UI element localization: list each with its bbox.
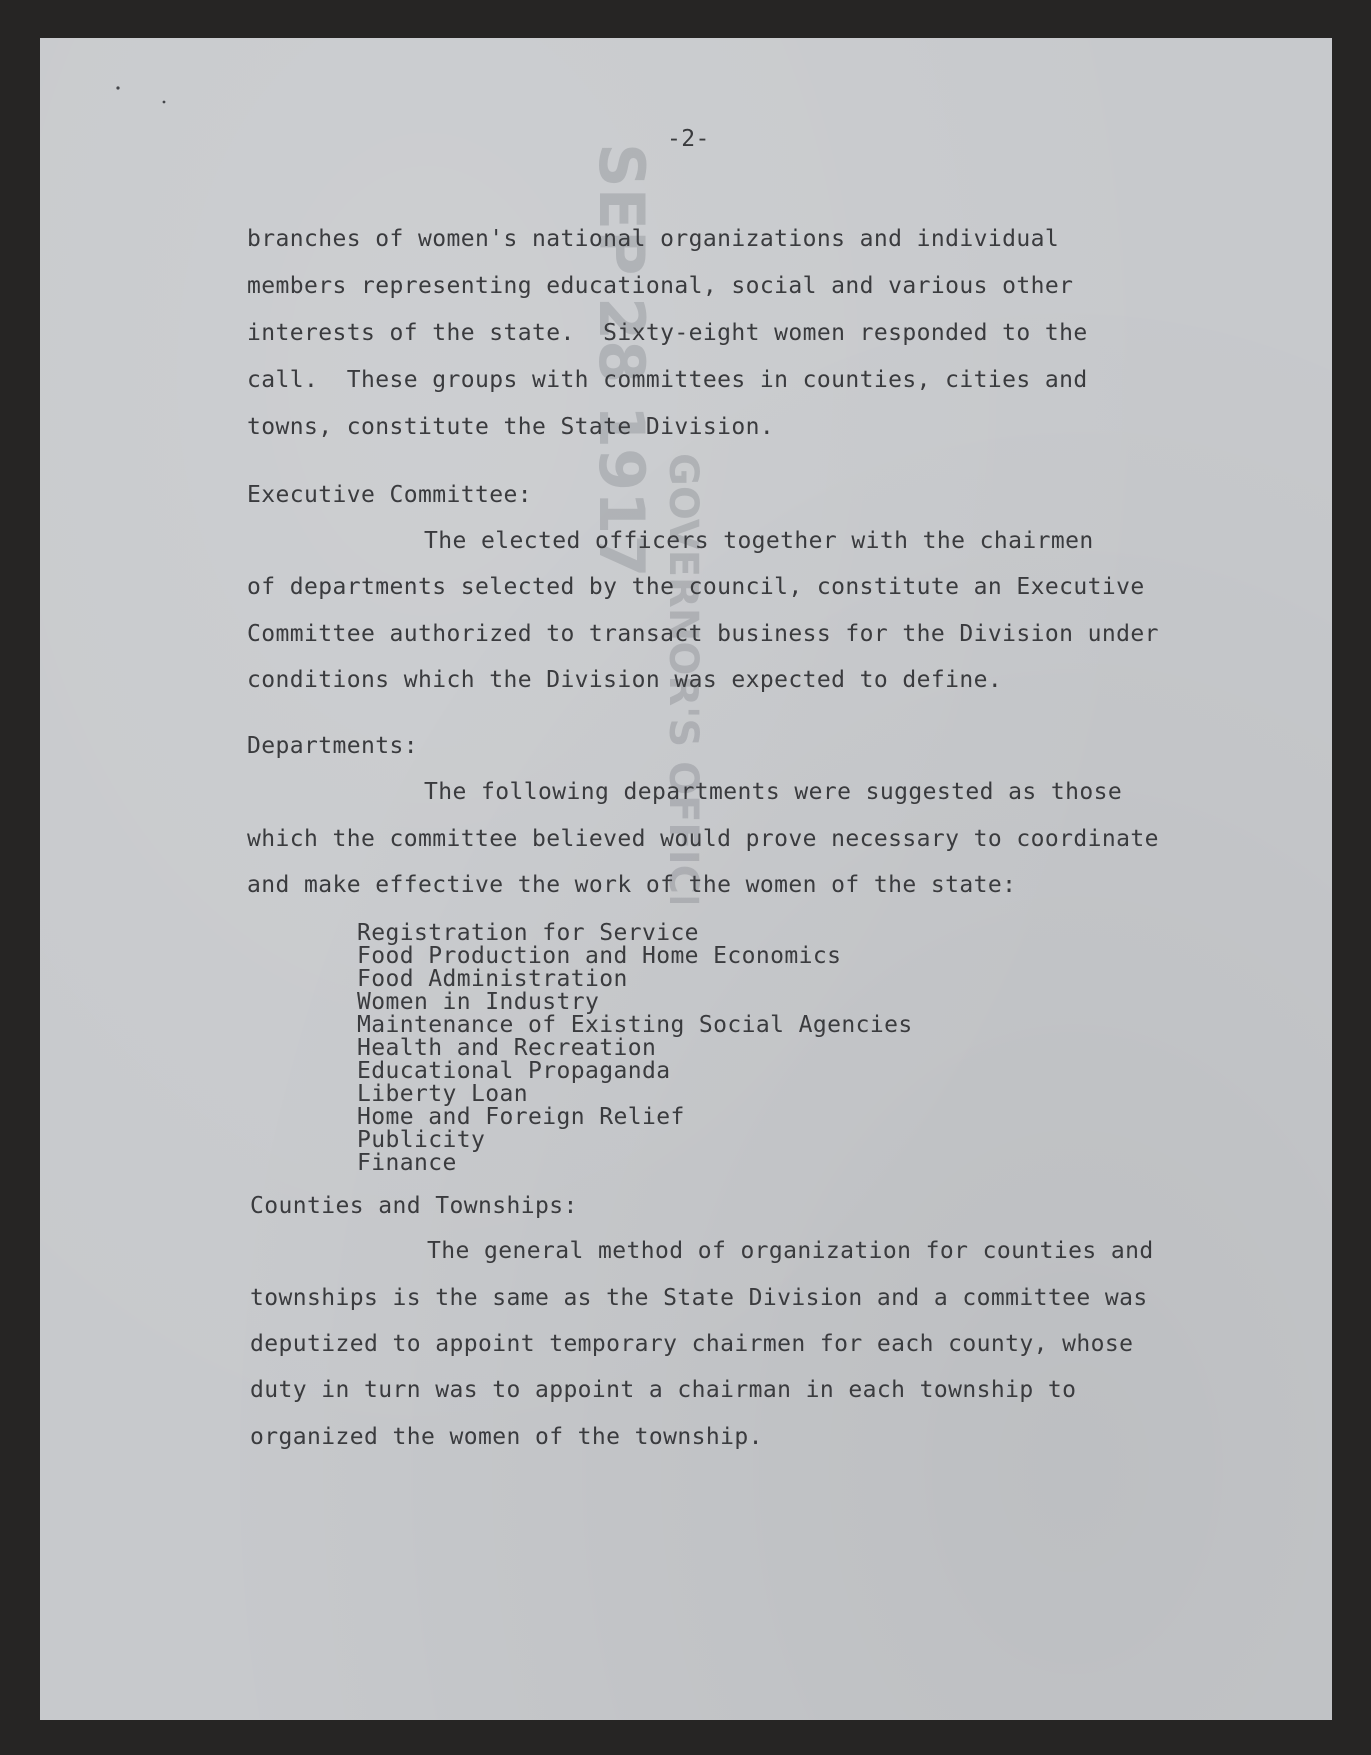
paragraph-line: of departments selected by the council, constitute an Executive — [247, 574, 1145, 600]
department-list-item: Registration for Service — [357, 920, 699, 946]
paragraph-line: The elected officers together with the chairmen — [424, 528, 1094, 554]
department-list-item: Health and Recreation — [357, 1035, 657, 1061]
document-page — [40, 38, 1332, 1720]
department-list-item: Publicity — [357, 1127, 486, 1153]
department-list-item: Food Administration — [357, 966, 628, 992]
paragraph-line: branches of women's national organizations and individual — [247, 226, 1060, 252]
paragraph-line: interests of the state. Sixty-eight women responded to the — [247, 320, 1088, 346]
department-list-item: Women in Industry — [357, 989, 600, 1015]
department-list-item: Finance — [357, 1150, 457, 1176]
department-list-item: Home and Foreign Relief — [357, 1104, 685, 1130]
paragraph-line: and make effective the work of the women of the state: — [247, 872, 1017, 898]
section-heading: Executive Committee: — [247, 482, 532, 508]
paragraph-line: which the committee believed would prove necessary to coordinate — [247, 826, 1159, 852]
department-list-item: Liberty Loan — [357, 1081, 528, 1107]
department-list-item: Maintenance of Existing Social Agencies — [357, 1012, 913, 1038]
svg-text:SEP 28 1917: SEP 28 1917 — [585, 143, 658, 578]
paragraph-line: Committee authorized to transact business for the Division under — [247, 621, 1159, 647]
paragraph-line: organized the women of the township. — [250, 1424, 763, 1450]
department-list-item: Educational Propaganda — [357, 1058, 671, 1084]
dust-specks — [40, 38, 240, 138]
paragraph-line: members representing educational, social and various other — [247, 273, 1074, 299]
section-heading: Departments: — [247, 733, 418, 759]
paragraph-line: duty in turn was to appoint a chairman in each township to — [250, 1377, 1077, 1403]
svg-text:GOVERNOR'S OFFICE: GOVERNOR'S OFFICE — [660, 453, 706, 903]
paragraph-line: deputized to appoint temporary chairmen for each county, whose — [250, 1331, 1134, 1357]
paragraph-line: townships is the same as the State Division and a committee was — [250, 1285, 1148, 1311]
page-number: -2- — [667, 126, 710, 152]
paragraph-line: call. These groups with committees in counties, cities and — [247, 367, 1088, 393]
paragraph-line: conditions which the Division was expected to define. — [247, 667, 1003, 693]
section-heading: Counties and Townships: — [250, 1193, 578, 1219]
paragraph-line: The general method of organization for counties and — [427, 1238, 1154, 1264]
department-list-item: Food Production and Home Economics — [357, 943, 842, 969]
paragraph-line: The following departments were suggested as those — [424, 779, 1123, 805]
paragraph-line: towns, constitute the State Division. — [247, 414, 775, 440]
